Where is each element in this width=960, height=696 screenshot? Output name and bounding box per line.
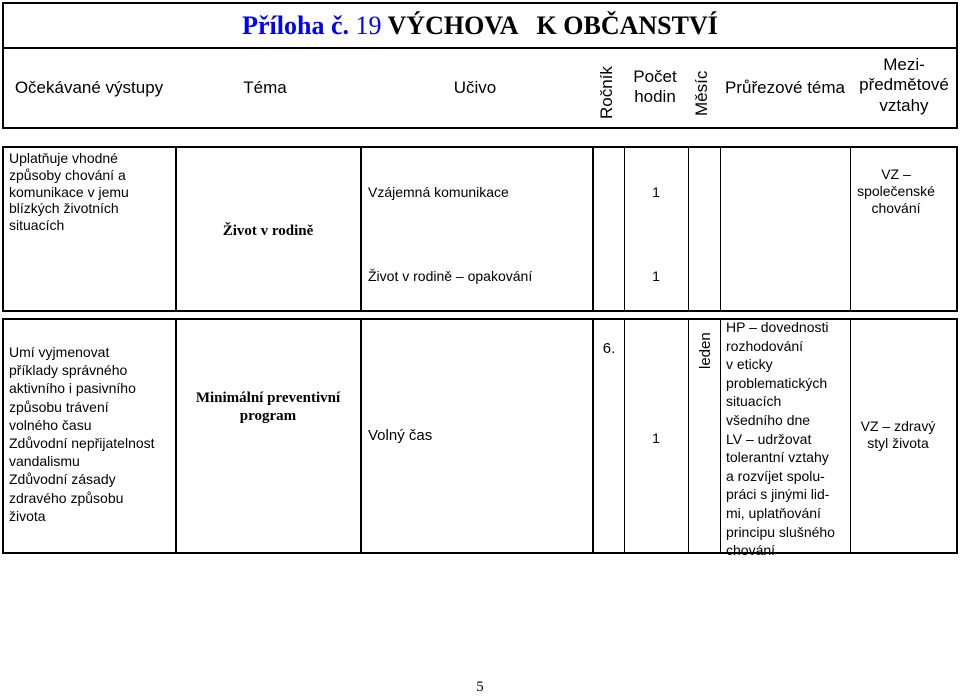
header-ucivo: Učivo [453, 78, 497, 97]
section1-row1-vztahy: VZ – společenské chování [857, 166, 935, 216]
header-mezipredmetove [852, 55, 956, 116]
section2-ucivo: Volný čas [368, 427, 433, 444]
section2-mesic: leden [697, 332, 714, 370]
divider [592, 146, 594, 312]
vystupy-line: života [9, 507, 46, 524]
vystupy-line: zdravého způsobu [9, 489, 124, 506]
divider [720, 318, 721, 554]
prurezove-line: chování [726, 542, 776, 559]
section1-row2-hodiny: 1 [652, 268, 660, 284]
section1-row1-ucivo: Vzájemná komunikace [368, 184, 509, 200]
prurezove-line: a rozvíjet spolu- [726, 467, 825, 484]
header-mezi-line3: vztahy [879, 95, 929, 115]
header-tema: Téma [243, 78, 287, 97]
vystupy-line: Umí vyjmenovat [9, 344, 110, 360]
title-subject: VÝCHOVA K OBČANSTVÍ [387, 11, 718, 40]
prurezove-line: problematických [726, 374, 828, 391]
section2-vystupy [9, 343, 174, 525]
divider [175, 318, 177, 554]
section1-tema: Život v rodině [222, 223, 314, 239]
title-number: 19 [355, 11, 382, 40]
vystupy-line: aktivního i pasivního [9, 380, 136, 397]
prurezove-line: principu slušného [726, 523, 835, 540]
divider [850, 318, 851, 554]
divider [850, 146, 851, 312]
section1-vystupy: Uplatňuje vhodné způsoby chování a komunikace v jemu blízkých životních situacích [9, 150, 129, 234]
section1-row2-ucivo: Život v rodině – opakování [368, 268, 533, 284]
divider [360, 318, 362, 554]
section2-prurezove [726, 318, 850, 560]
prurezove-line: HP – dovednosti [726, 319, 829, 335]
title-box [2, 2, 958, 49]
prurezove-line: situacích [726, 393, 782, 410]
header-rocnik: Ročník [597, 66, 616, 120]
header-mesic: Měsíc [692, 70, 711, 116]
prurezove-line: práci s jinými lid- [726, 486, 830, 503]
divider [624, 146, 625, 312]
section2-hodiny: 1 [652, 430, 660, 446]
vystupy-line: Zdůvodní nepřijatelnost [9, 435, 155, 452]
divider [720, 146, 721, 312]
divider [688, 318, 689, 554]
vystupy-line: volného času [9, 416, 92, 433]
vystupy-line: příklady správného [9, 362, 128, 379]
prurezove-line: LV – udržovat [726, 430, 812, 447]
section2-tema: Minimální preventivní program [195, 390, 341, 424]
divider [360, 146, 362, 312]
prurezove-line: mi, uplatňování [726, 504, 821, 521]
section2-vztahy: VZ – zdravý styl života [860, 418, 936, 451]
header-prurezove: Průřezové téma [725, 78, 845, 97]
header-mezi-line1: Mezi- [883, 55, 925, 74]
header-vystupy: Očekávané výstupy [14, 78, 164, 97]
section1-row1-hodiny: 1 [652, 184, 660, 200]
page-title [4, 10, 956, 41]
divider [688, 146, 689, 312]
vystupy-line: vandalismu [9, 453, 80, 470]
prurezove-line: v eticky [726, 356, 773, 373]
divider [175, 146, 177, 312]
title-prefix: Příloha č. [242, 11, 349, 40]
prurezove-line: tolerantní vztahy [726, 449, 829, 466]
header-pocet-hodin: Počet hodin [633, 67, 677, 107]
prurezove-line: všedního dne [726, 411, 811, 428]
header-mezi-line2: předmětové [859, 75, 949, 95]
section2-rocnik: 6. [602, 340, 616, 357]
prurezove-line: rozhodování [726, 337, 804, 354]
vystupy-line: způsobu trávení [9, 398, 109, 415]
vystupy-line: Zdůvodní zásady [9, 471, 116, 488]
page-number: 5 [476, 679, 484, 695]
